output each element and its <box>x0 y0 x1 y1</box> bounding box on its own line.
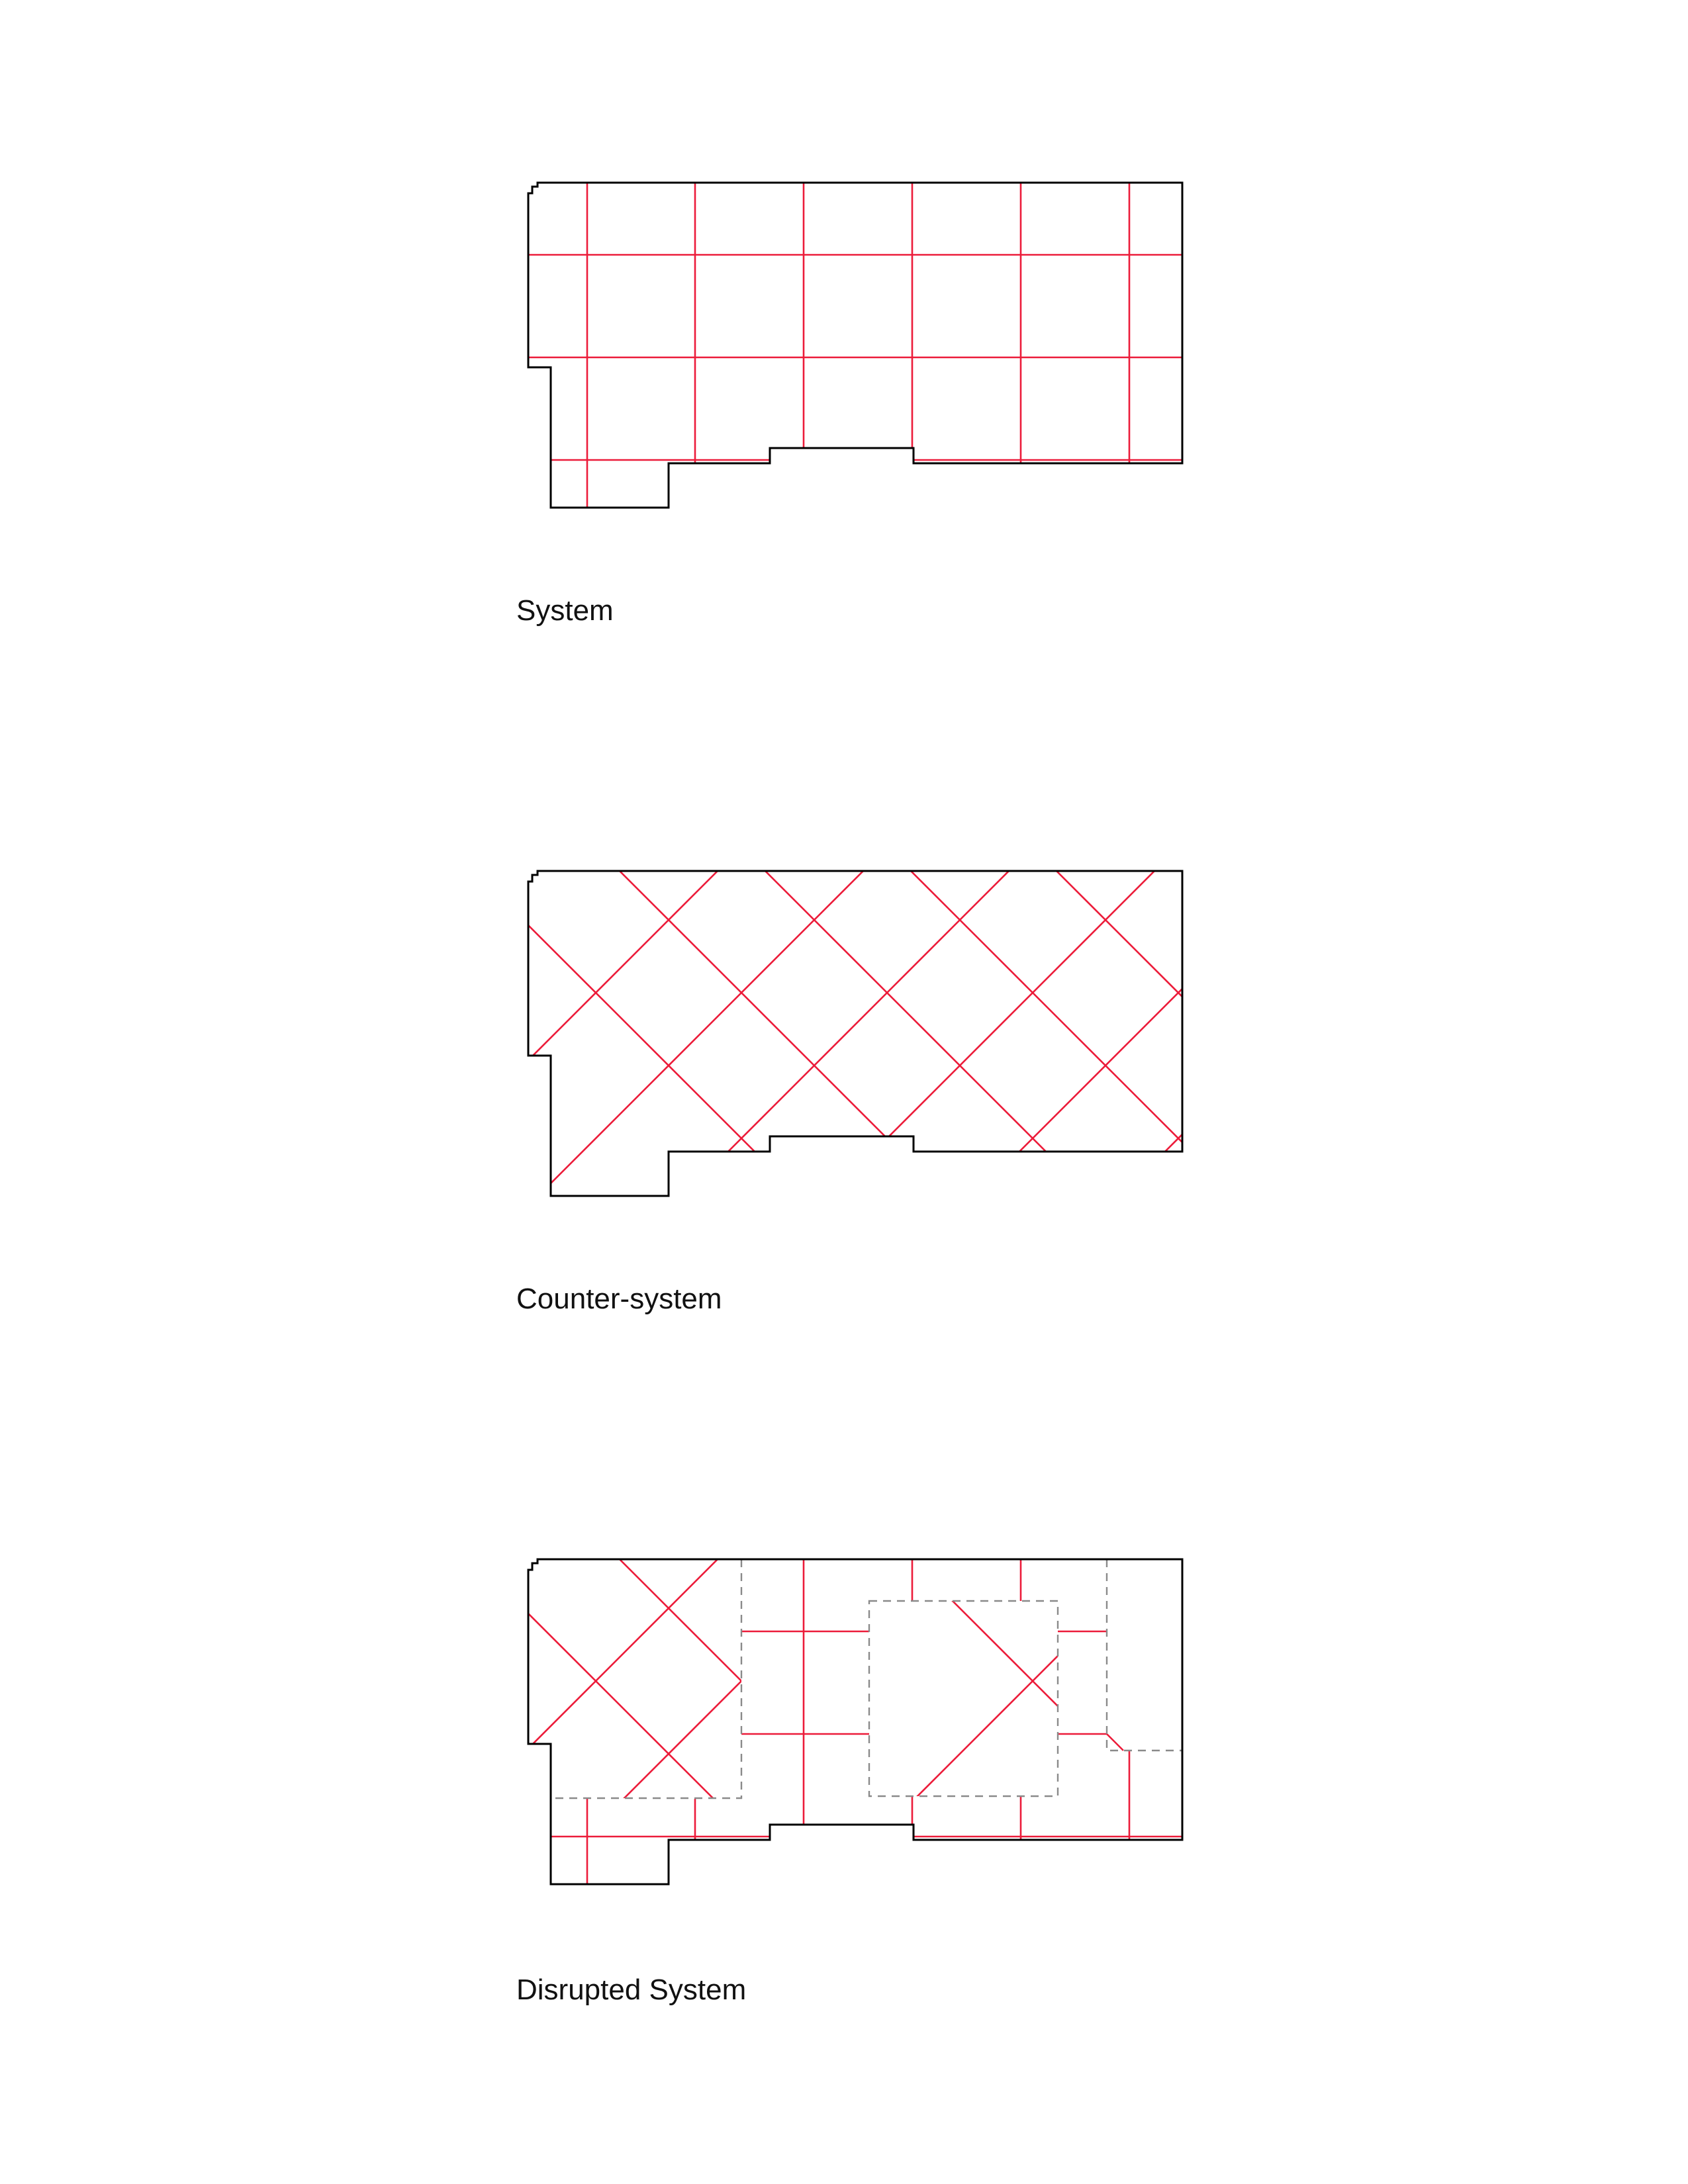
grid-line-diagonal <box>583 860 1244 1218</box>
building-outline <box>528 183 1182 508</box>
building-outline <box>528 1559 1182 1884</box>
diagonal-grid <box>199 860 1681 1218</box>
system-diagram <box>0 172 1688 529</box>
grid-line-diagonal <box>437 1549 1099 1906</box>
building-outline <box>528 871 1182 1196</box>
grid-line-diagonal <box>490 1549 1152 1906</box>
grid-line-diagonal <box>635 1549 1297 1906</box>
grid-line-diagonal <box>874 1549 1536 1906</box>
grid-line-diagonal <box>728 860 1390 1218</box>
grid-line-diagonal <box>781 1549 1443 1906</box>
caption-system: System <box>516 594 614 627</box>
grid-line-diagonal <box>874 860 1536 1218</box>
grid-line-diagonal <box>1019 1549 1681 1906</box>
grid-line-diagonal <box>437 860 1099 1218</box>
disrupted-grid <box>199 1549 1688 1906</box>
grid-line-diagonal <box>1072 1549 1688 1906</box>
grid-line-diagonal <box>1019 860 1681 1218</box>
caption-counter-system: Counter-system <box>516 1283 722 1315</box>
caption-disrupted-system: Disrupted System <box>516 1974 747 2006</box>
region-boundary-right <box>1107 1559 1182 1751</box>
grid-line-diagonal <box>199 860 861 1218</box>
grid-line-diagonal <box>728 1549 1390 1906</box>
orthogonal-grid <box>516 172 1192 529</box>
grid-line-diagonal <box>199 1549 861 1906</box>
grid-line-diagonal <box>424 860 953 1165</box>
region-boundary-center <box>869 1601 1058 1796</box>
grid-line-diagonal <box>927 1549 1589 1906</box>
region-boundary-left <box>551 1559 741 1798</box>
grid-line-diagonal <box>1107 1734 1123 1751</box>
grid-line-diagonal <box>927 860 1589 1218</box>
counter-system-diagram <box>0 860 1688 1218</box>
grid-line-diagonal <box>291 1549 953 1906</box>
grid-line-diagonal <box>583 1549 1244 1906</box>
disrupted-system-diagram <box>0 1549 1688 1906</box>
